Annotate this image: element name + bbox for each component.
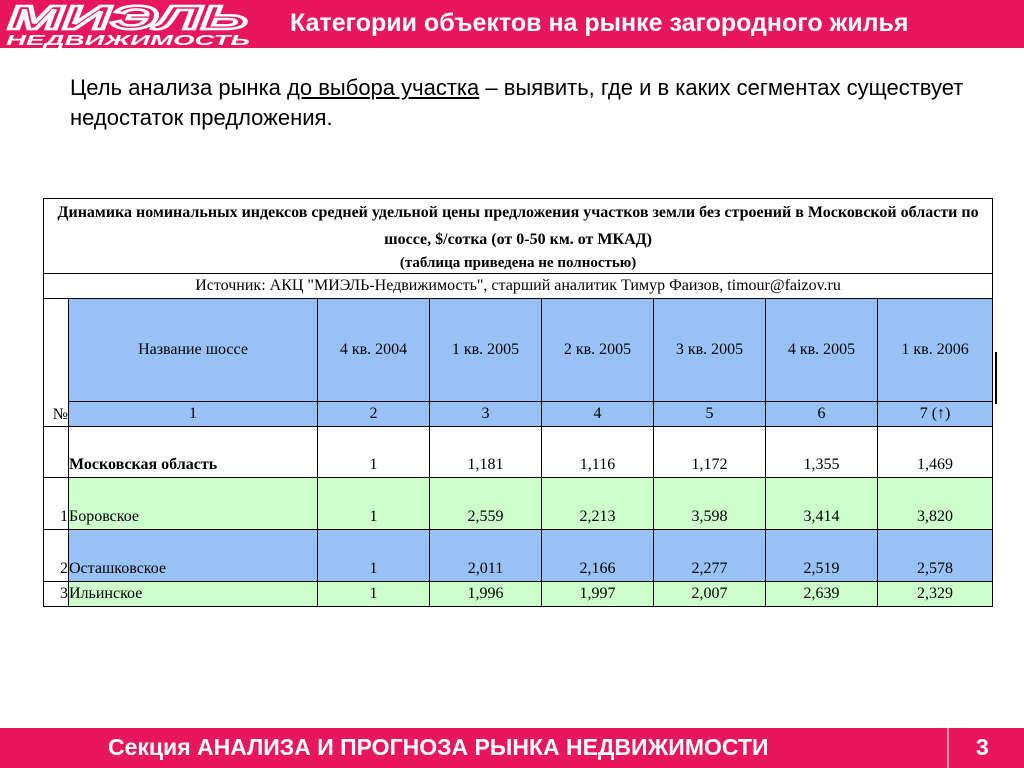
row-value: 3,820 [878,478,993,530]
column-header-period: 3 кв. 2005 [654,299,766,402]
header-bar [0,0,1024,48]
column-number: 1 [69,402,318,427]
row-value: 2,011 [430,530,542,582]
table-caption [44,199,993,274]
svg-text:МИЭЛЬ: МИЭЛЬ [8,0,248,36]
table-source: Источник: АКЦ "МИЭЛЬ-Недвижимость", старший аналитик Тимур Фаизов, timour@faizov.ru [44,274,993,299]
column-header-name: Название шоссе [69,299,318,402]
row-value: 1 [318,427,430,478]
row-value: 2,007 [654,582,766,607]
row-value: 2,213 [542,478,654,530]
footer-divider [947,728,949,768]
row-value: 2,329 [878,582,993,607]
column-header-period: 2 кв. 2005 [542,299,654,402]
table-caption-text: Динамика номинальных индексов средней удельной цены предложения участков земли без строений в Московской области по шоссе, $/сотка (от 0-50 км. от МКАД) [57,204,979,248]
intro-part-1: Цель анализа рынка [70,75,288,100]
column-number: 5 [654,402,766,427]
price-index-table [43,198,993,607]
row-value: 1,172 [654,427,766,478]
row-value: 2,166 [542,530,654,582]
row-value: 1 [318,530,430,582]
row-name: Московская область [69,427,318,478]
table-row [44,478,993,530]
page-number: 3 [976,734,989,760]
row-index: 1 [44,478,69,530]
row-index: 3 [44,582,69,607]
table-row [44,530,993,582]
column-number: 4 [542,402,654,427]
row-value: 2,578 [878,530,993,582]
intro-part-2: – выявить, где и в каких сегментах существует недостаток предложения. [70,75,964,130]
row-index [44,427,69,478]
footer-bar [0,728,1024,768]
row-value: 3,598 [654,478,766,530]
row-index: 2 [44,530,69,582]
intro-underlined: до выбора участка [287,75,480,100]
column-number: 2 [318,402,430,427]
divider-line [995,352,997,404]
row-name: Боровское [69,478,318,530]
row-value: 2,277 [654,530,766,582]
row-value: 2,519 [766,530,878,582]
row-value: 1,355 [766,427,878,478]
column-number: 6 [766,402,878,427]
company-logo [0,0,262,48]
svg-text:НЕДВИЖИМОСТЬ: НЕДВИЖИМОСТЬ [6,32,251,48]
row-value: 3,414 [766,478,878,530]
row-value: 2,639 [766,582,878,607]
footer-section-title: Секция АНАЛИЗА И ПРОГНОЗА РЫНКА НЕДВИЖИМОСТИ [108,734,769,760]
table-caption-note: (таблица приведена не полностью) [399,255,637,271]
row-name: Осташковское [69,530,318,582]
table-row [44,427,993,478]
row-name: Ильинское [69,582,318,607]
column-header-period: 1 кв. 2005 [430,299,542,402]
intro-text [70,73,990,133]
row-value: 1 [318,582,430,607]
column-number: 3 [430,402,542,427]
row-value: 1,469 [878,427,993,478]
row-value: 2,559 [430,478,542,530]
row-value: 1,116 [542,427,654,478]
row-value: 1,181 [430,427,542,478]
column-header-period: 1 кв. 2006 [878,299,993,402]
page-title: Категории объектов на рынке загородного жилья [290,9,909,37]
table-row [44,582,993,607]
column-header-period: 4 кв. 2005 [766,299,878,402]
column-header-no: № [44,299,69,427]
column-number: 7 (↑) [878,402,993,427]
row-value: 1,996 [430,582,542,607]
column-header-period: 4 кв. 2004 [318,299,430,402]
row-value: 1 [318,478,430,530]
row-value: 1,997 [542,582,654,607]
